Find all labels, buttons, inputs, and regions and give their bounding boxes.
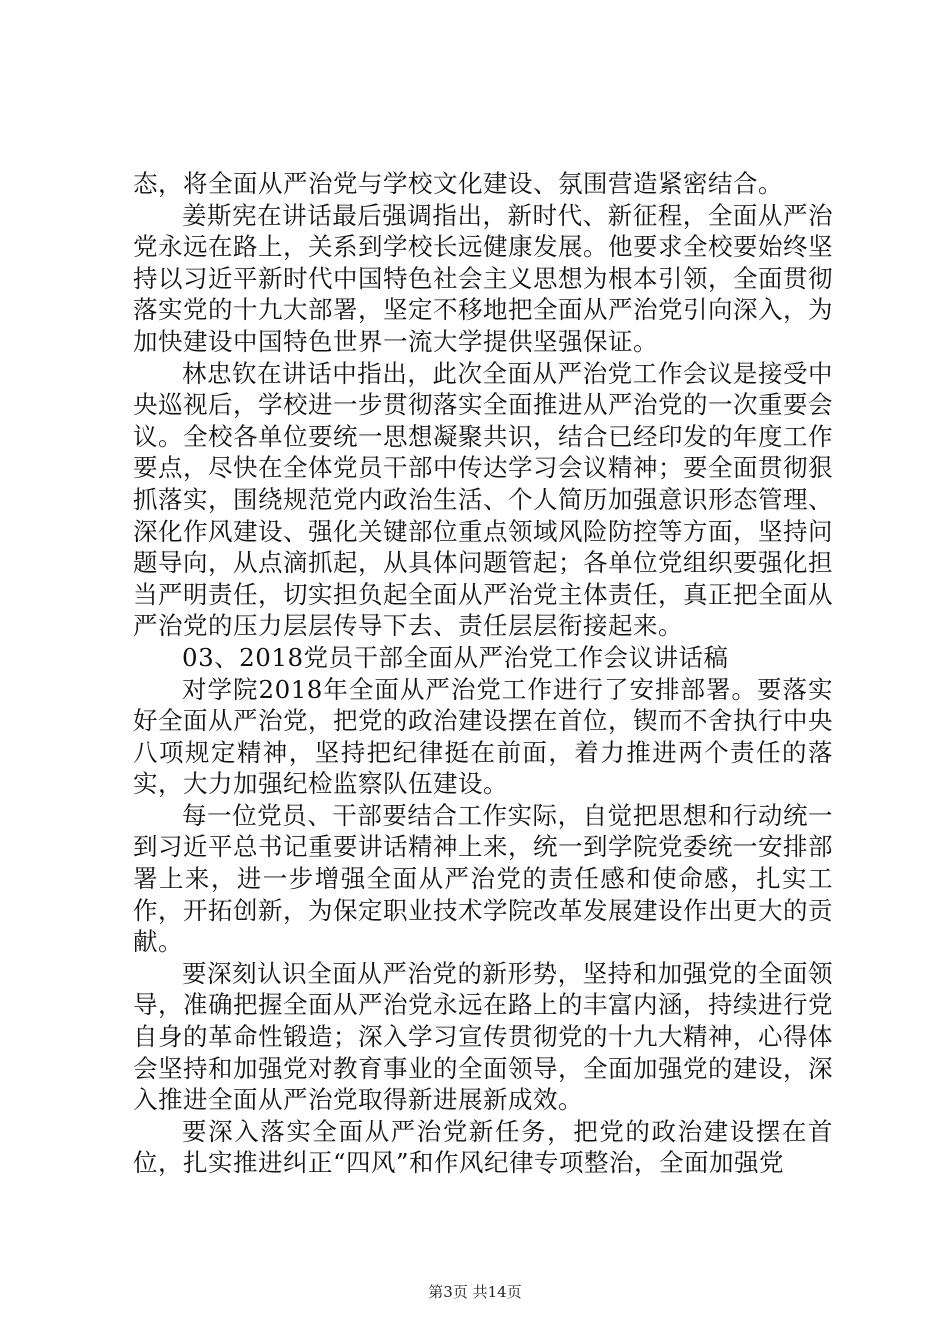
paragraph-college-arrangement: 对学院2018年全面从严治党工作进行了安排部署。要落实好全面从严治党，把党的政治建设摆在首位，锲而不舍执行中央八项规定精神，坚持把纪律挺在前面，着力推进两个责任的落实，大力加强纪检监察队伍建设。: [133, 674, 833, 799]
paragraph-lin-speech: 林忠钦在讲话中指出，此次全面从严治党工作会议是接受中央巡视后，学校进一步贯彻落实全面推进从严治党的一次重要会议。全校各单位要统一思想凝聚共识，结合已经印发的年度工作要点，尽快在全体党员干部中传达学习会议精神；要全面贯彻狠抓落实，围绕规范党内政治生活、个人简历加强意识形态管理、深化作风建设、强化关键部位重点领域风险防控等方面，坚持问题导向，从点滴抓起，从具体问题管起；各单位党组织要强化担当严明责任，切实担负起全面从严治党主体责任，真正把全面从严治党的压力层层传导下去、责任层层衔接起来。: [133, 358, 833, 641]
document-body: [133, 168, 833, 1179]
paragraph-new-tasks: 要深入落实全面从严治党新任务，把党的政治建设摆在首位，扎实推进纠正“四风”和作风纪律专项整治，全面加强党: [133, 1116, 833, 1178]
paragraph-continuation: 态，将全面从严治党与学校文化建设、氛围营造紧密结合。: [133, 169, 783, 198]
paragraph-party-members: 每一位党员、干部要结合工作实际，自觉把思想和行动统一到习近平总书记重要讲话精神上来，统一到学院党委统一安排部署上来，进一步增强全面从严治党的责任感和使命感，扎实工作，开拓创新，为保定职业技术学院改革发展建设作出更大的贡献。: [133, 800, 833, 957]
paragraph-jiang-speech: 姜斯宪在讲话最后强调指出，新时代、新征程，全面从严治党永远在路上，关系到学校长远健康发展。他要求全校要始终坚持以习近平新时代中国特色社会主义思想为根本引领，全面贯彻落实党的十九大部署，坚定不移地把全面从严治党引向深入，为加快建设中国特色世界一流大学提供坚强保证。: [133, 200, 833, 356]
section-heading: 03、2018党员干部全面从严治党工作会议讲话稿: [182, 642, 729, 672]
page-number-footer: 第3页 共14页: [428, 1283, 522, 1301]
paragraph-new-situation: 要深刻认识全面从严治党的新形势，坚持和加强党的全面领导，准确把握全面从严治党永远在路上的丰富内涵，持续进行党自身的革命性锻造；深入学习宣传贯彻党的十九大精神，心得体会坚持和加强党对教育事业的全面领导，全面加强党的建设，深入推进全面从严治党取得新进展新成效。: [133, 958, 833, 1115]
